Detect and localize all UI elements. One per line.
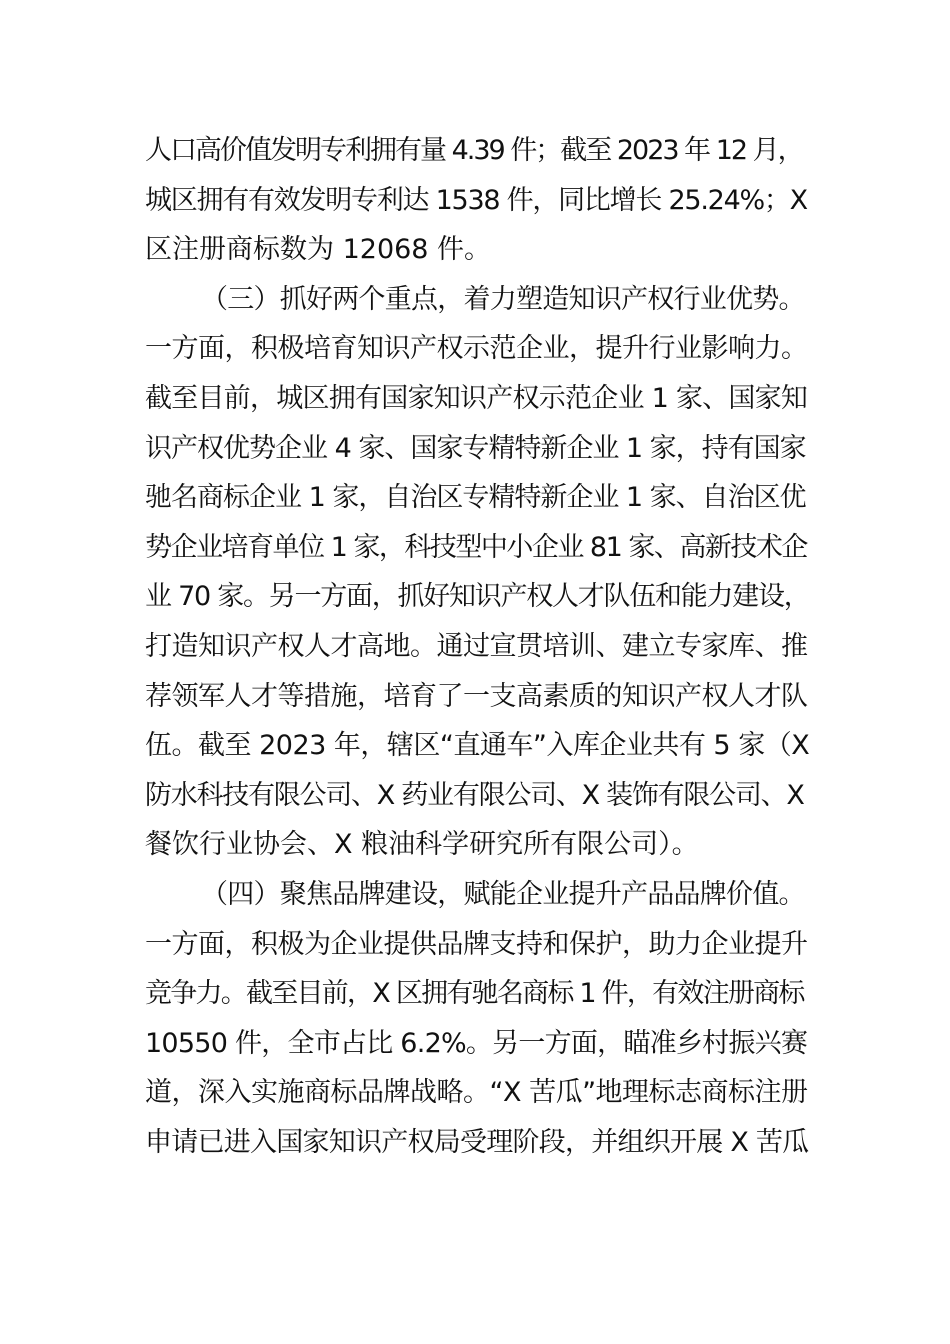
text-line: 10550 件，全市占比 6.2%。另一方面，瞄准乡村振兴赛 (145, 1027, 808, 1059)
text-line: 申请已进入国家知识产权局受理阶段，并组织开展 X 苦瓜 (145, 1126, 809, 1158)
text-line: 驰名商标企业 1 家，自治区专精特新企业 1 家、自治区优 (145, 482, 806, 514)
text-line: 识产权优势企业 4 家、国家专精特新企业 1 家，持有国家 (145, 432, 806, 464)
text-line: 城区拥有有效发明专利达 1538 件，同比增长 25.24%；X (145, 184, 807, 216)
section-heading-3: （三）抓好两个重点，着力塑造知识产权行业优势。 (201, 283, 805, 315)
text-line: 一方面，积极为企业提供品牌支持和保护，助力企业提升 (145, 928, 808, 960)
text-line: 打造知识产权人才高地。通过宣贯培训、建立专家库、推 (145, 630, 808, 662)
section-heading-4: （四）聚焦品牌建设，赋能企业提升产品品牌价值。 (201, 878, 805, 910)
text-line: 防水科技有限公司、X 药业有限公司、X 装饰有限公司、X (145, 779, 804, 811)
text-line: 一方面，积极培育知识产权示范企业，提升行业影响力。 (145, 333, 808, 365)
text-line: 餐饮行业协会、X 粮油科学研究所有限公司）。 (145, 829, 699, 861)
text-line: 竞争力。截至目前，X 区拥有驰名商标 1 件，有效注册商标 (145, 978, 804, 1010)
text-line: 道，深入实施商标品牌战略。“X 苦瓜”地理标志商标注册 (145, 1077, 808, 1109)
text-line: 区注册商标数为 12068 件。 (145, 234, 492, 266)
text-line: 业 70 家。另一方面，抓好知识产权人才队伍和能力建设， (145, 581, 810, 613)
body-text (145, 126, 810, 1167)
text-line: 势企业培育单位 1 家，科技型中小企业 81 家、高新技术企 (145, 531, 807, 563)
text-line: 截至目前，城区拥有国家知识产权示范企业 1 家、国家知 (145, 382, 808, 414)
text-line: 伍。截至 2023 年，辖区“直通车”入库企业共有 5 家（X (145, 730, 810, 762)
text-line: 荐领军人才等措施，培育了一支高素质的知识产权人才队 (145, 680, 808, 712)
text-line: 人口高价值发明专利拥有量 4.39 件；截至 2023 年 12 月， (145, 135, 803, 166)
